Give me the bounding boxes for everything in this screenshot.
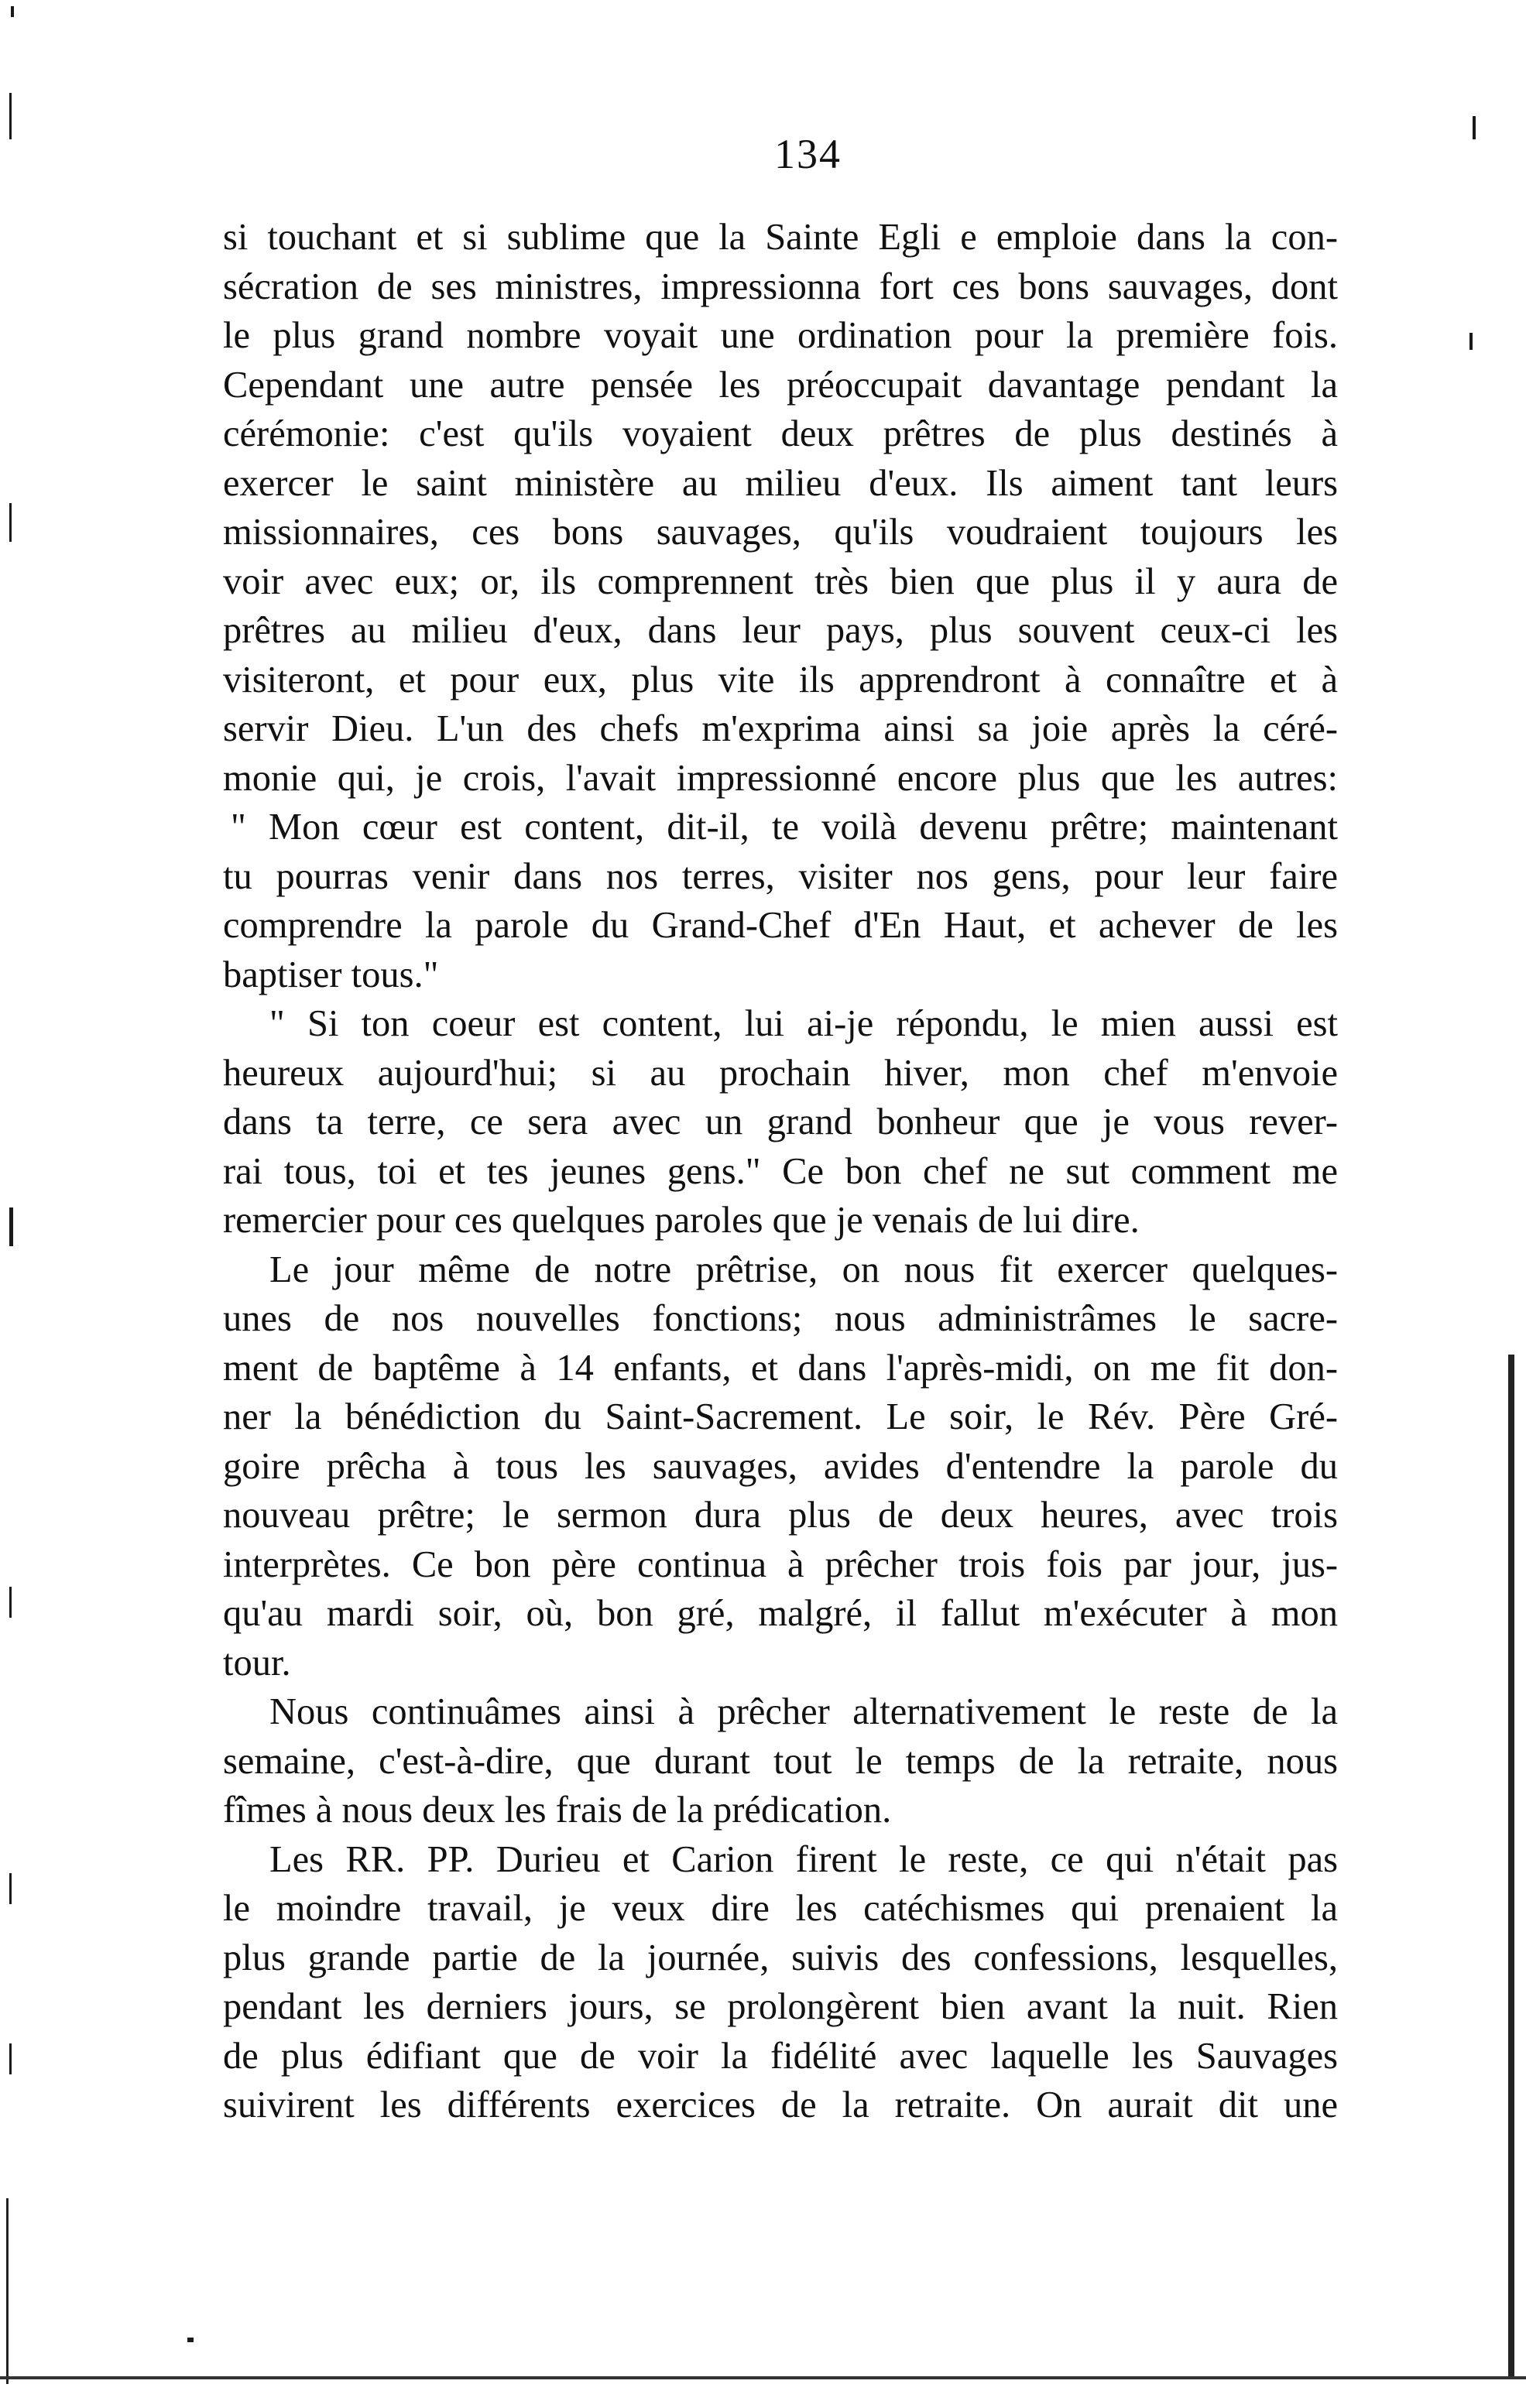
- text-line: " Mon cœur est content, dit-il, te voilà devenu prêtre; maintenant: [231, 807, 1338, 848]
- text-line: remercier pour ces quelques paroles que je venais de lui dire.: [223, 1200, 1140, 1241]
- text-line: voir avec eux; or, ils comprennent très bien que plus il y aura de: [223, 560, 1338, 602]
- text-line: qu'au mardi soir, où, bon gré, malgré, il fallut m'exécuter à mon: [223, 1593, 1338, 1634]
- scan-edge: [0, 2376, 1526, 2379]
- scan-edge: [6, 2198, 9, 2384]
- text-line: cérémonie: c'est qu'ils voyaient deux prêtres de plus destinés à: [223, 413, 1338, 454]
- text-line: si touchant et si sublime que la Sainte Egli e emploie dans la con-: [223, 217, 1338, 258]
- scan-edge: [1508, 1355, 1514, 2376]
- text-line: Le jour même de notre prêtrise, on nous fit exercer quelques-: [269, 1249, 1338, 1290]
- text-line: tu pourras venir dans nos terres, visiter nos gens, pour leur faire: [223, 855, 1338, 897]
- text-line: tour.: [223, 1642, 291, 1684]
- page-number: 134: [774, 131, 842, 177]
- scan-speck: [1473, 116, 1476, 139]
- scan-speck: [1469, 333, 1473, 350]
- text-line: prêtres au milieu d'eux, dans leur pays, plus souvent ceux-ci les: [223, 610, 1338, 651]
- text-line: dans ta terre, ce sera avec un grand bonheur que je vous rever-: [223, 1101, 1338, 1142]
- text-line: comprendre la parole du Grand-Chef d'En Haut, et achever de les: [223, 905, 1338, 946]
- text-line: interprètes. Ce bon père continua à prêcher trois fois par jour, jus-: [223, 1543, 1338, 1585]
- text-line: nouveau prêtre; le sermon dura plus de deux heures, avec trois: [223, 1495, 1338, 1536]
- text-line: heureux aujourd'hui; si au prochain hiver, mon chef m'envoie: [223, 1052, 1338, 1094]
- text-line: visiteront, et pour eux, plus vite ils apprendront à connaître et à: [223, 659, 1338, 700]
- scan-speck: [9, 1207, 13, 1246]
- text-line: le plus grand nombre voyait une ordination pour la première fois.: [223, 315, 1338, 356]
- scan-speck: [9, 1873, 12, 1904]
- text-line: baptiser tous.": [223, 954, 439, 995]
- text-line: monie qui, je crois, l'avait impressionné encore plus que les autres:: [223, 757, 1338, 799]
- text-line: le moindre travail, je veux dire les catéchismes qui prenaient la: [223, 1888, 1338, 1929]
- text-line: exercer le saint ministère au milieu d'eux. Ils aiment tant leurs: [223, 462, 1338, 504]
- scan-speck: [9, 503, 12, 542]
- text-line: rai tous, toi et tes jeunes gens." Ce bon chef ne sut comment me: [223, 1150, 1338, 1192]
- text-line: Cependant une autre pensée les préoccupait davantage pendant la: [223, 364, 1338, 406]
- text-line: plus grande partie de la journée, suivis des confessions, lesquelles,: [223, 1937, 1338, 1978]
- text-line: Les RR. PP. Durieu et Carion firent le reste, ce qui n'était pas: [269, 1838, 1338, 1880]
- text-line: semaine, c'est-à-dire, que durant tout le temps de la retraite, nous: [223, 1740, 1338, 1782]
- text-line: suivirent les différents exercices de la retraite. On aurait dit une: [223, 2084, 1338, 2125]
- text-line: " Si ton coeur est content, lui ai-je répondu, le mien aussi est: [269, 1003, 1338, 1044]
- text-line: ner la bénédiction du Saint-Sacrement. Le soir, le Rév. Père Gré-: [223, 1396, 1338, 1437]
- scan-speck: [187, 2338, 194, 2342]
- text-line: de plus édifiant que de voir la fidélité avec laquelle les Sauvages: [223, 2035, 1338, 2077]
- text-line: Nous continuâmes ainsi à prêcher alternativement le reste de la: [269, 1691, 1338, 1732]
- text-line: ment de baptême à 14 enfants, et dans l'après-midi, on me fit don-: [223, 1347, 1338, 1389]
- text-line: fîmes à nous deux les frais de la prédication.: [223, 1790, 892, 1831]
- scan-speck: [9, 1587, 12, 1618]
- text-line: unes de nos nouvelles fonctions; nous administrâmes le sacre-: [223, 1298, 1338, 1339]
- text-line: sécration de ses ministres, impressionna fort ces bons sauvages, dont: [223, 265, 1338, 307]
- text-line: servir Dieu. L'un des chefs m'exprima ainsi sa joie après la céré-: [223, 708, 1338, 749]
- text-line: goire prêcha à tous les sauvages, avides d'entendre la parole du: [223, 1445, 1338, 1487]
- body-text: [223, 213, 1338, 2130]
- scan-speck: [9, 2043, 12, 2074]
- scan-speck: [11, 6, 14, 17]
- text-line: missionnaires, ces bons sauvages, qu'ils voudraient toujours les: [223, 512, 1338, 553]
- scan-speck: [9, 93, 12, 139]
- text-line: pendant les derniers jours, se prolongèrent bien avant la nuit. Rien: [223, 1986, 1338, 2027]
